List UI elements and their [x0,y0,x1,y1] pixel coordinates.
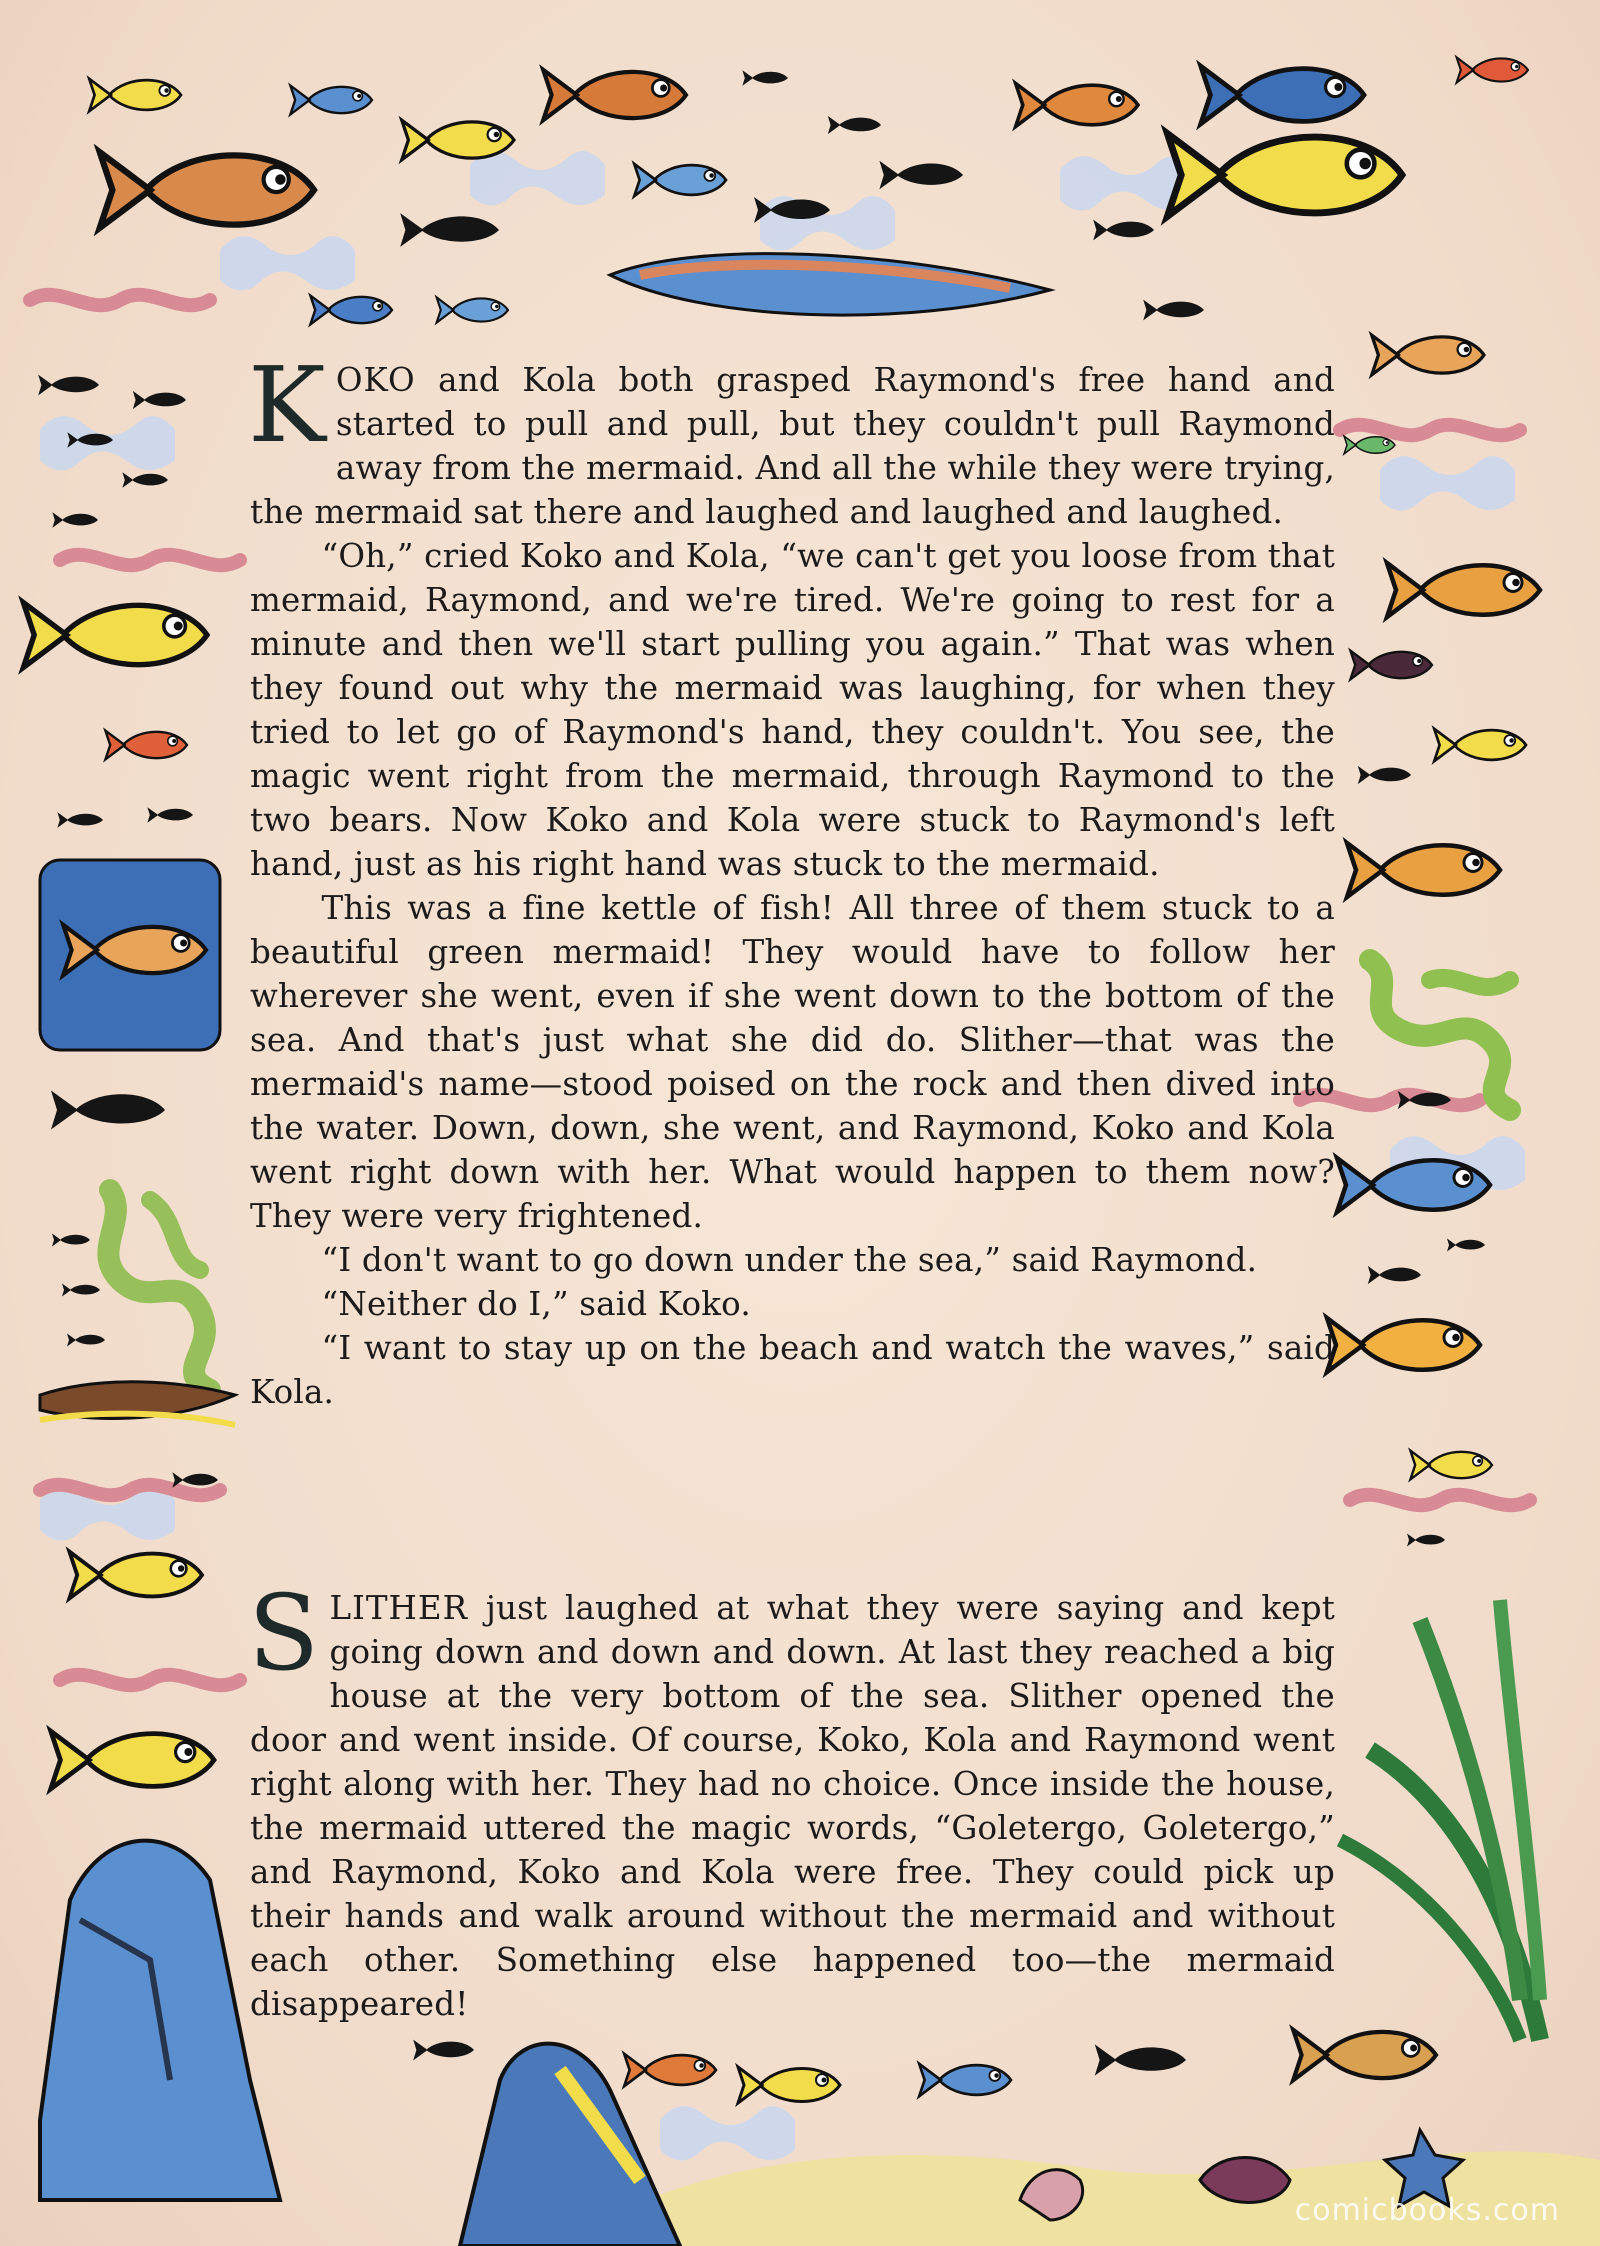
drop-cap: S [248,1572,320,1694]
lead-caps: LITHER [329,1589,469,1627]
story-paragraph: “I don't want to go down under the sea,” said Raymond. [321,1241,1258,1279]
lead-text: just laughed at what they were saying and kept going down and down and down. At last they reached a big house at the very bottom of the sea. Slither opened the door and went inside. Of course, Koko, Kola and Raymond went right along with her. They had no choice. Once inside the house, the mermaid uttered the magic words, “Goletergo, Goletergo,” and Raymond, Koko and Kola were free. They could pick up their hands and walk around without the mermaid and without each other. Something else happened too—the mermaid disappeared! [250,1589,1335,2023]
seaweed-right-lower [1340,1600,1540,2040]
seaweed-right-upper [1370,960,1510,1110]
story-section-2 [248,1572,1335,2026]
story-paragraph: “Oh,” cried Koko and Kola, “we can't get you loose from that mermaid, Raymond, and we're tired. We're going to rest for a minute and then we'll start pulling you again.” That was when they found out why the mermaid was laughing, for when they tried to let go of Raymond's hand, they couldn't. You see, the magic went right from the mermaid, through Raymond to the two bears. Now Koko and Kola were stuck to Raymond's left hand, just as his right hand was stuck to the mermaid. [250,537,1335,883]
story-paragraph: This was a fine kettle of fish! All three of them stuck to a beautiful green mermaid! They would have to follow her wherever she went, even if she went down to the bottom of the sea. And that's just what she did do. Slither—that was the mermaid's name—stood poised on the rock and then dived into the water. Down, down, she went, and Raymond, Koko and Kola went right down with her. What would happen to them now? They were very frightened. [250,889,1335,1235]
coral-left [108,1190,210,1390]
top-border-fish [89,57,1528,324]
lead-caps: OKO [335,361,416,399]
lead-text: and Kola both grasped Raymond's free hand and started to pull and pull, but they couldn't pull Raymond away from the mermaid. And all the while they were trying, the mermaid sat there and laughed and laughed and laughed. [250,361,1335,531]
story-paragraph: “I want to stay up on the beach and watch the waves,” said Kola. [250,1329,1335,1411]
story-paragraph-lead [248,1572,1335,2026]
story-paragraph-lead [248,344,1335,534]
story-paragraph: “Neither do I,” said Koko. [321,1285,751,1323]
story-section-1 [248,344,1335,1414]
drop-cap: K [248,344,326,466]
watermark: comicbooks.com [1294,2193,1560,2228]
left-border-fish [23,375,280,2200]
